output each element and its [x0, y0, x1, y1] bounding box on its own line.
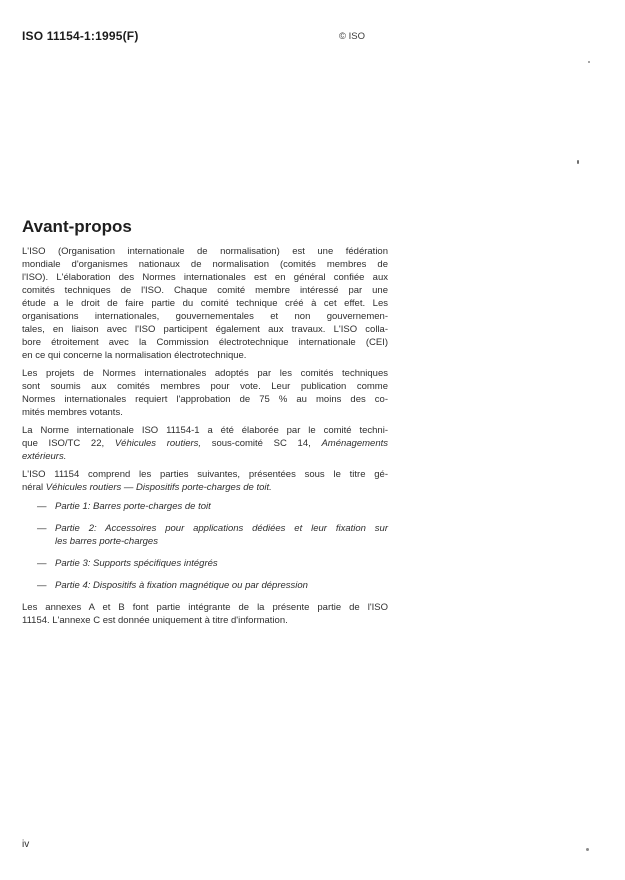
page-title: Avant-propos — [22, 217, 132, 236]
text-line: mités membres votants. — [22, 407, 123, 418]
list-dash: — — [37, 580, 47, 591]
scan-speck — [588, 61, 590, 63]
scan-speck — [577, 160, 579, 164]
text-line: Les projets de Normes internationales adoptés par les comités techniques — [22, 368, 388, 379]
text-line: L'ISO 11154 comprend les parties suivantes, présentées sous le titre gé- — [22, 469, 388, 480]
text-line: Partie 1: Barres porte-charges de toit — [55, 501, 211, 512]
text-line: extérieurs. — [22, 451, 67, 462]
page-number: iv — [22, 839, 30, 850]
list-dash: — — [37, 558, 47, 569]
text-line: Normes internationales requiert l'approbation de 75 % au moins des co- — [22, 394, 388, 405]
text-line: Partie 4: Dispositifs à fixation magnétique ou par dépression — [55, 580, 308, 591]
content-column — [22, 217, 388, 632]
list-dash: — — [37, 523, 47, 534]
paragraph — [22, 367, 388, 419]
scan-speck — [586, 848, 589, 851]
document-reference: ISO 11154-1:1995(F) — [22, 29, 139, 43]
list-dash: — — [37, 501, 47, 512]
text-line: Partie 2: Accessoires pour applications dédiées et leur fixation sur — [55, 523, 388, 534]
text-line: mondiale d'organismes nationaux de normalisation (comités membres de — [22, 259, 388, 270]
text-line: bore étroitement avec la Commission électrotechnique internationale (CEI) — [22, 337, 388, 348]
text-line: les barres porte-charges — [55, 536, 158, 547]
list-item — [22, 579, 388, 592]
paragraph — [22, 468, 388, 494]
list-item — [22, 557, 388, 570]
list-item — [22, 500, 388, 513]
text-line: 11154. L'annexe C est donnée uniquement à titre d'information. — [22, 615, 288, 626]
text-line: tales, en liaison avec l'ISO participent également aux travaux. L'ISO colla- — [22, 324, 388, 335]
text-line: sont soumis aux comités membres pour vote. Leur publication comme — [22, 381, 388, 392]
text-line: L'ISO (Organisation internationale de normalisation) est une fédération — [22, 246, 388, 257]
copyright-notice: © ISO — [339, 31, 366, 42]
text-line: Les annexes A et B font partie intégrante de la présente partie de l'ISO — [22, 602, 388, 613]
text-line: Partie 3: Supports spécifiques intégrés — [55, 558, 218, 569]
text-line: en ce qui concerne la normalisation électrotechnique. — [22, 350, 247, 361]
text-line: que ISO/TC 22, Véhicules routiers, sous-comité SC 14, Aménagements — [22, 438, 388, 449]
text-line: étude a le droit de faire partie du comité technique créé à cet effet. Les — [22, 298, 388, 309]
text-line: La Norme internationale ISO 11154-1 a été élaborée par le comité techni- — [22, 425, 388, 436]
text-line: l'ISO). L'élaboration des Normes internationales est en général confiée aux — [22, 272, 388, 283]
document-body — [22, 245, 388, 627]
text-line: organisations internationales, gouvernementales et non gouvernemen- — [22, 311, 388, 322]
text-line: néral Véhicules routiers — Dispositifs porte-charges de toit. — [22, 482, 272, 493]
text-line: comités techniques de l'ISO. Chaque comité membre intéressé par une — [22, 285, 388, 296]
paragraph — [22, 245, 388, 362]
paragraph — [22, 601, 388, 627]
paragraph — [22, 424, 388, 463]
list-item — [22, 522, 388, 548]
